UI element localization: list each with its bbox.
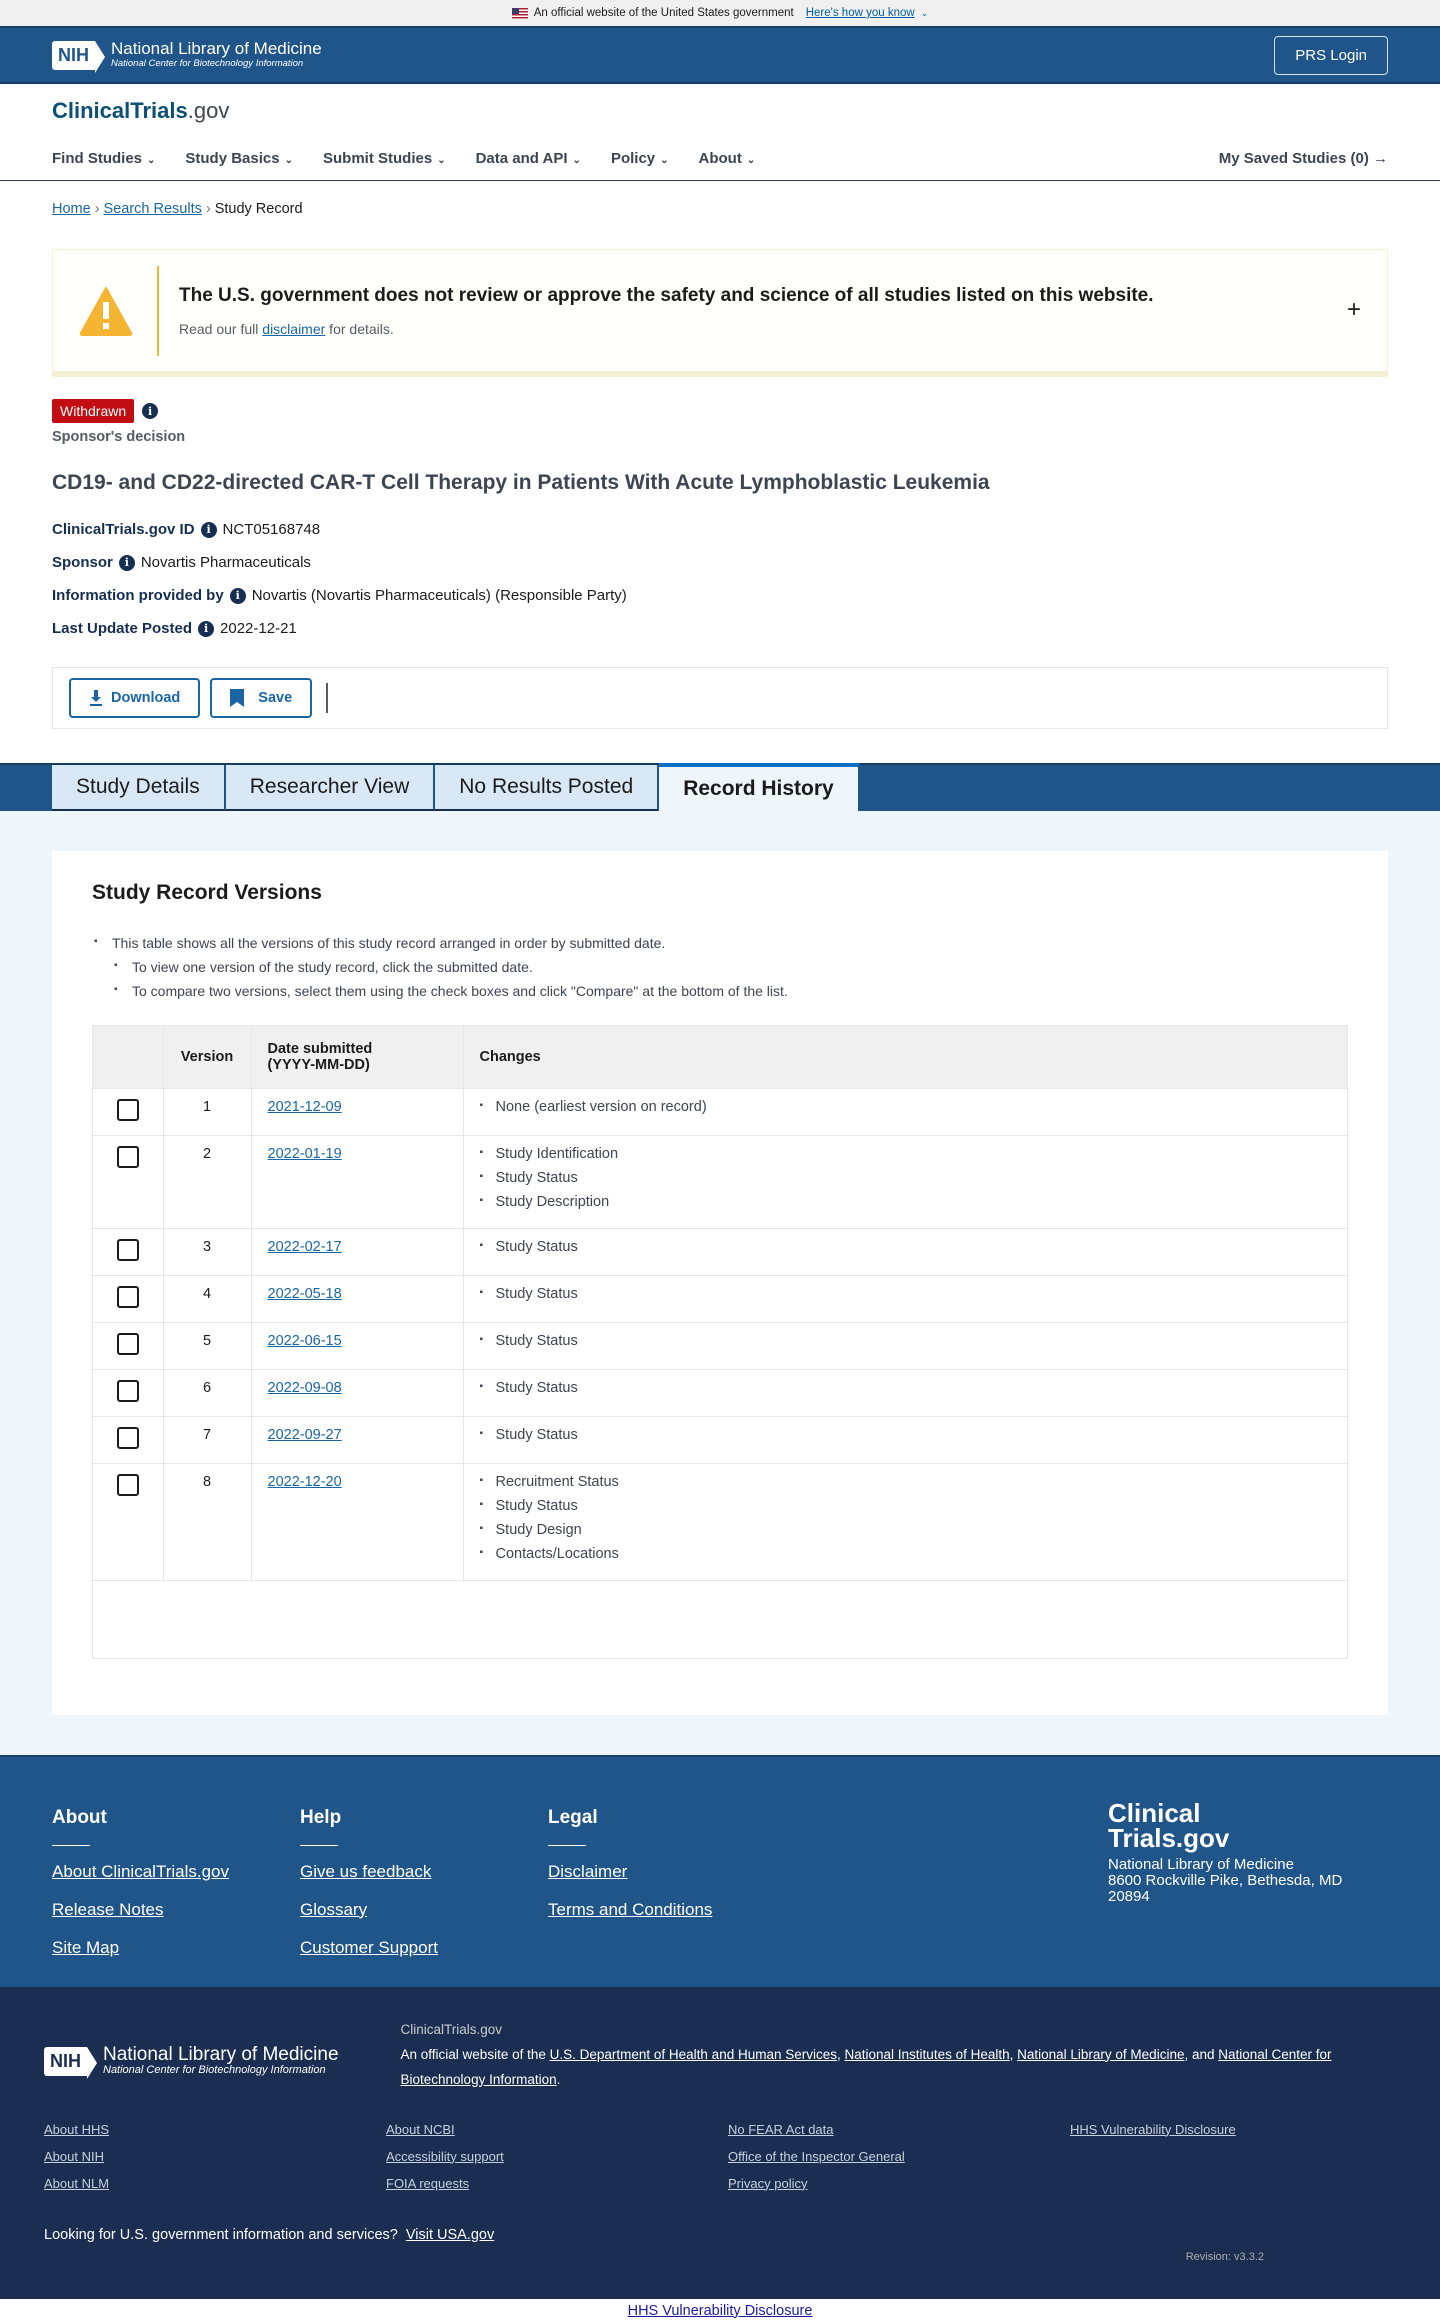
change-item: ▪ None (earliest version on record) (480, 1099, 1332, 1115)
changes-cell (463, 1088, 1347, 1135)
nav-label: Data and API (475, 149, 568, 167)
footer-brand (1108, 1797, 1343, 1905)
table-row (93, 1275, 1347, 1322)
version-checkbox[interactable] (117, 1239, 139, 1261)
select-cell (93, 1088, 163, 1135)
disclaimer-link[interactable]: disclaimer (262, 320, 326, 337)
version-cell: 6 (163, 1369, 251, 1416)
meta-last-update (52, 620, 1388, 637)
meta-label: Information provided by (52, 587, 224, 604)
download-button[interactable] (69, 678, 200, 718)
versions-heading: Study Record Versions (92, 881, 322, 904)
nav-label: Submit Studies (323, 149, 433, 167)
breadcrumb-search-results[interactable]: Search Results (103, 201, 202, 217)
nih-badge: NIH (52, 41, 95, 70)
org-link-hhs[interactable]: U.S. Department of Health and Human Services (549, 2046, 837, 2062)
action-bar (52, 667, 1388, 729)
footer-heading: About (52, 1806, 107, 1828)
warning-icon (79, 286, 133, 336)
tab-no-results-posted[interactable]: No Results Posted (435, 765, 659, 811)
version-cell: 7 (163, 1416, 251, 1463)
chevron-right-icon: › (94, 201, 100, 217)
change-item: ▪ Contacts/Locations (480, 1546, 1332, 1562)
footer-col-help (300, 1807, 548, 1957)
version-date-link[interactable]: 2021-12-09 (267, 1098, 342, 1115)
org-link-ncbi[interactable]: National Center for Biotechnology Information (400, 2046, 1332, 2087)
version-cell: 2 (163, 1135, 251, 1228)
footer-link[interactable]: HHS Vulnerability Disclosure (1070, 2121, 1236, 2137)
col-changes: Changes (463, 1026, 1347, 1088)
footer-nlm-logo[interactable] (44, 2031, 339, 2092)
select-cell (93, 1416, 163, 1463)
disclaimer-text-before: Read our full (179, 320, 263, 337)
heres-how-you-know-link[interactable]: Here's how you know (805, 7, 915, 19)
footer-rule (548, 1845, 586, 1846)
footer-bottom-links (44, 2122, 1396, 2191)
footer-link[interactable]: Disclaimer (548, 1861, 628, 1881)
footer-link[interactable]: Office of the Inspector General (728, 2148, 905, 2164)
table-footer (93, 1580, 1347, 1658)
version-date-link[interactable]: 2022-06-15 (267, 1332, 342, 1349)
footer-link[interactable]: About NLM (44, 2175, 110, 2191)
action-divider (326, 683, 328, 713)
footer-link[interactable]: Privacy policy (728, 2175, 808, 2191)
version-cell: 5 (163, 1322, 251, 1369)
table-row (93, 1088, 1347, 1135)
expand-plus-icon[interactable]: + (1346, 296, 1361, 323)
table-row (93, 1135, 1347, 1228)
version-checkbox[interactable] (117, 1146, 139, 1168)
version-checkbox[interactable] (117, 1099, 139, 1121)
footer-link[interactable]: No FEAR Act data (728, 2121, 834, 2137)
footer-rule (52, 1845, 90, 1846)
meta-value: NCT05168748 (222, 521, 321, 538)
footer-address (1108, 1857, 1342, 1905)
main-nav (52, 136, 1388, 180)
footer-top (0, 1755, 1440, 1987)
change-item: ▪ Study Status (480, 1239, 1332, 1255)
logo-line1: Clinical (1108, 1797, 1201, 1828)
disclaimer-divider (157, 266, 159, 356)
chevron-down-icon: ⌄ (660, 154, 669, 166)
version-checkbox[interactable] (117, 1380, 139, 1402)
version-checkbox[interactable] (117, 1286, 139, 1308)
change-item: ▪ Study Identification (480, 1146, 1332, 1162)
footer-logo[interactable] (1108, 1797, 1342, 1853)
breadcrumb-current: Study Record (214, 201, 303, 217)
select-cell (93, 1463, 163, 1580)
changes-cell (463, 1416, 1347, 1463)
select-cell (93, 1135, 163, 1228)
disclaimer-alert (52, 249, 1388, 377)
col-date-line2: (YYYY-MM-DD) (267, 1056, 370, 1073)
info-icon[interactable]: i (198, 621, 214, 637)
download-label: Download (111, 690, 181, 706)
nih-badge: NIH (44, 2047, 87, 2076)
change-item: ▪ Study Status (480, 1170, 1332, 1186)
footer-link[interactable]: About ClinicalTrials.gov (52, 1861, 229, 1881)
changes-cell (463, 1135, 1347, 1228)
study-title: CD19- and CD22-directed CAR-T Cell Therapy in Patients With Acute Lymphoblastic Leukemia (52, 471, 990, 494)
footer-col-about (52, 1807, 300, 1957)
breadcrumb (0, 181, 1440, 237)
col-date (251, 1026, 463, 1088)
nih-header (0, 26, 1440, 84)
brand-main: ClinicalTrials (52, 98, 188, 123)
bookmark-icon (230, 689, 244, 707)
info-icon[interactable]: i (142, 403, 158, 419)
footer-bottom (0, 1987, 1440, 2299)
change-item: ▪ Recruitment Status (480, 1474, 1332, 1490)
status-reason: Sponsor's decision (52, 429, 186, 445)
footer-link[interactable]: Give us feedback (300, 1861, 432, 1881)
instruction-item: ▪ To view one version of the study record, click the submitted date. (112, 959, 1348, 975)
version-date-link[interactable]: 2022-01-19 (267, 1145, 342, 1162)
change-item: ▪ Study Description (480, 1194, 1332, 1210)
changes-cell (463, 1322, 1347, 1369)
meta-label: Last Update Posted (52, 620, 193, 637)
meta-sponsor (52, 554, 1388, 571)
revision-label: Revision: v3.3.2 (1185, 2250, 1264, 2263)
footer-link[interactable]: About NCBI (386, 2121, 455, 2137)
meta-value: 2022-12-21 (220, 620, 297, 637)
brand-suffix: .gov (187, 98, 230, 123)
record-versions-card (52, 851, 1388, 1715)
logo-line2: Trials.gov (1108, 1822, 1230, 1853)
status-badge: Withdrawn (52, 399, 134, 423)
saved-studies-label: My Saved Studies (0) (1218, 149, 1369, 167)
meta-label: Sponsor (52, 554, 113, 571)
nav-study-basics[interactable] (185, 150, 293, 167)
col-version: Version (163, 1026, 251, 1088)
change-item: ▪ Study Design (480, 1522, 1332, 1538)
study-tabs (0, 763, 1440, 811)
date-cell (251, 1416, 463, 1463)
footer-site-name: ClinicalTrials.gov (400, 2021, 503, 2037)
chevron-down-icon: ⌄ (920, 7, 929, 18)
nav-about[interactable] (699, 150, 756, 167)
table-row (93, 1416, 1347, 1463)
select-cell (93, 1228, 163, 1275)
study-meta (52, 521, 1388, 637)
meta-value: Novartis (Novartis Pharmaceuticals) (Responsible Party) (251, 587, 627, 604)
footer-link[interactable]: FOIA requests (386, 2175, 470, 2191)
nav-find-studies[interactable] (52, 150, 155, 167)
version-cell: 3 (163, 1228, 251, 1275)
changes-cell (463, 1463, 1347, 1580)
nlm-title: National Library of Medicine (111, 39, 322, 58)
my-saved-studies-link[interactable] (1219, 150, 1388, 167)
save-button[interactable] (210, 678, 312, 718)
status-row (52, 399, 1388, 423)
version-cell: 4 (163, 1275, 251, 1322)
col-select (93, 1026, 163, 1088)
prs-login-button[interactable]: PRS Login (1274, 36, 1388, 75)
footer-link[interactable]: Customer Support (300, 1937, 438, 1957)
info-icon[interactable]: i (230, 588, 246, 604)
version-date-link[interactable]: 2022-05-18 (267, 1285, 342, 1302)
instruction-item: ▪ To compare two versions, select them using the check boxes and click "Compare" at the bottom of the list. (112, 983, 1348, 999)
instructions-list (92, 935, 1348, 999)
instruction-item: ▪ This table shows all the versions of this study record arranged in order by submitted date. (92, 935, 1348, 951)
select-cell (93, 1369, 163, 1416)
footer-link[interactable]: Release Notes (52, 1899, 164, 1919)
visit-usa-gov-link[interactable]: Visit USA.gov (405, 2226, 495, 2243)
version-cell: 8 (163, 1463, 251, 1580)
nav-data-and-api[interactable] (476, 150, 581, 167)
hhs-vulnerability-link[interactable]: HHS Vulnerability Disclosure (627, 2302, 813, 2319)
gov-banner-text: An official website of the United States government (533, 7, 794, 19)
meta-nct-id (52, 521, 1388, 538)
chevron-down-icon: ⌄ (746, 154, 756, 166)
disclaimer-title: The U.S. government does not review or approve the safety and science of all studies listed on this website. (179, 284, 1154, 306)
version-checkbox[interactable] (117, 1474, 139, 1496)
site-header (0, 84, 1440, 181)
save-label: Save (258, 690, 293, 706)
footer-heading: Legal (548, 1806, 598, 1828)
us-flag-icon (512, 8, 528, 19)
chevron-down-icon: ⌄ (147, 154, 156, 166)
versions-table (92, 1025, 1348, 1659)
date-cell (251, 1135, 463, 1228)
version-date-link[interactable]: 2022-09-08 (267, 1379, 342, 1396)
meta-value: Novartis Pharmaceuticals (140, 554, 311, 571)
footer-link[interactable]: About HHS (44, 2121, 110, 2137)
gov-banner (0, 0, 1440, 26)
version-checkbox[interactable] (117, 1333, 139, 1355)
footer-link[interactable]: Glossary (300, 1899, 368, 1919)
breadcrumb-home[interactable]: Home (52, 201, 91, 217)
date-cell (251, 1228, 463, 1275)
change-item: ▪ Study Status (480, 1333, 1332, 1349)
nav-label: Study Basics (185, 149, 280, 167)
footer-heading: Help (300, 1806, 342, 1828)
select-cell (93, 1322, 163, 1369)
tab-record-history[interactable]: Record History (659, 763, 860, 811)
nav-label: Find Studies (52, 149, 142, 167)
nav-submit-studies[interactable] (323, 150, 446, 167)
footer-link[interactable]: Accessibility support (386, 2148, 504, 2164)
usa-gov-text (44, 2227, 1396, 2243)
ncbi-subtitle: National Center for Biotechnology Information (103, 2064, 326, 2076)
nav-label: About (698, 149, 742, 167)
chevron-down-icon: ⌄ (437, 154, 446, 166)
table-row (93, 1322, 1347, 1369)
date-cell (251, 1088, 463, 1135)
date-cell (251, 1275, 463, 1322)
meta-info-provided (52, 587, 1388, 604)
date-cell (251, 1369, 463, 1416)
select-cell (93, 1275, 163, 1322)
ncbi-subtitle: National Center for Biotechnology Information (111, 58, 304, 69)
footer-link[interactable]: About NIH (44, 2148, 104, 2164)
address-line: National Library of Medicine (1108, 1855, 1294, 1873)
version-cell: 1 (163, 1088, 251, 1135)
official-website-text: ClinicalTrials.gov An official website of the U.S. Department of Health and Human Services, National Institutes of Health, National Library of Medicine, and National Center for Biotechnology Information. (401, 2017, 1351, 2092)
changes-cell (463, 1228, 1347, 1275)
table-row (93, 1369, 1347, 1416)
changes-cell (463, 1275, 1347, 1322)
change-item: ▪ Study Status (480, 1498, 1332, 1514)
nav-label: Policy (610, 149, 656, 167)
tab-content (0, 811, 1440, 1755)
chevron-down-icon: ⌄ (572, 154, 581, 166)
change-item: ▪ Study Status (480, 1380, 1332, 1396)
address-line: 20894 (1108, 1887, 1150, 1905)
meta-label: ClinicalTrials.gov ID (52, 521, 195, 538)
version-date-link[interactable]: 2022-09-27 (267, 1426, 342, 1443)
version-checkbox[interactable] (117, 1427, 139, 1449)
version-date-link[interactable]: 2022-12-20 (267, 1473, 342, 1490)
col-date-line1: Date submitted (267, 1040, 373, 1057)
date-cell (251, 1322, 463, 1369)
nav-policy[interactable] (611, 150, 669, 167)
info-icon[interactable]: i (119, 555, 135, 571)
usa-text: Looking for U.S. government information and services? (44, 2226, 398, 2243)
disclaimer-text (179, 321, 1154, 337)
version-date-link[interactable]: 2022-02-17 (267, 1238, 342, 1255)
table-row (93, 1463, 1347, 1580)
changes-cell (463, 1369, 1347, 1416)
download-icon (89, 690, 103, 706)
info-icon[interactable]: i (201, 522, 217, 538)
change-item: ▪ Study Status (480, 1427, 1332, 1443)
disclaimer-text-after: for details. (325, 320, 394, 337)
nlm-title: National Library of Medicine (103, 2044, 339, 2065)
footer-link[interactable]: Site Map (52, 1937, 120, 1957)
date-cell (251, 1463, 463, 1580)
nlm-logo[interactable] (52, 40, 322, 70)
arrow-right-icon: → (1373, 149, 1388, 167)
footer-col-legal (548, 1807, 796, 1957)
clinicaltrials-logo[interactable] (52, 98, 1388, 124)
footer-rule (300, 1845, 338, 1846)
tab-researcher-view[interactable]: Researcher View (226, 765, 436, 811)
tab-study-details[interactable]: Study Details (52, 765, 226, 811)
chevron-right-icon: › (205, 201, 211, 217)
bottom-link-bar (0, 2299, 1440, 2323)
change-item: ▪ Study Status (480, 1286, 1332, 1302)
chevron-down-icon: ⌄ (284, 154, 293, 166)
org-link-nih[interactable]: National Institutes of Health (844, 2046, 1010, 2062)
table-row (93, 1228, 1347, 1275)
footer-link[interactable]: Terms and Conditions (548, 1899, 713, 1919)
org-link-nlm[interactable]: National Library of Medicine (1017, 2046, 1185, 2062)
address-line: 8600 Rockville Pike, Bethesda, MD (1108, 1871, 1343, 1889)
official-prefix: An official website of the (400, 2046, 550, 2062)
